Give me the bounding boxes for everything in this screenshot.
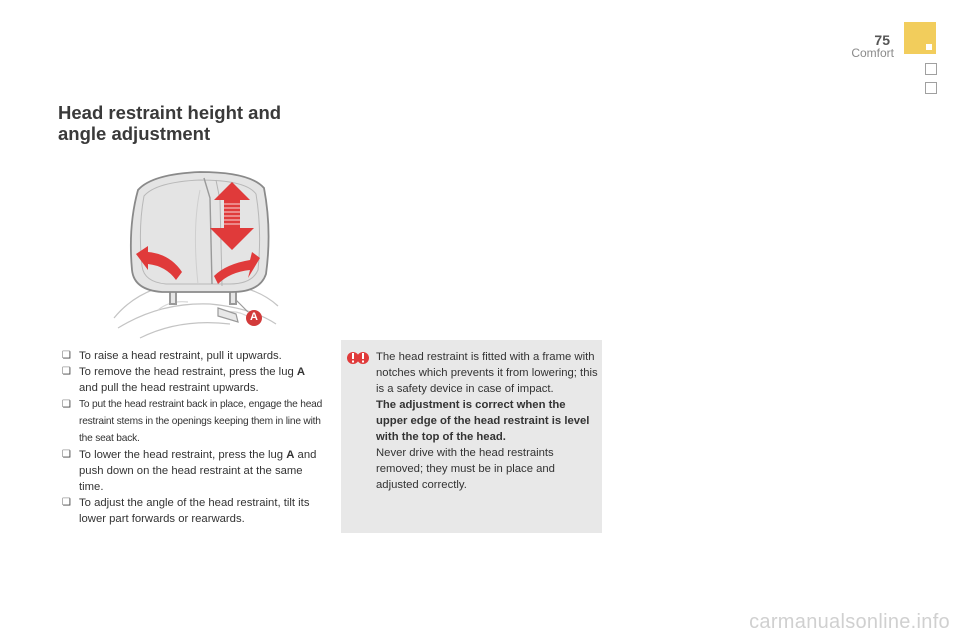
- instruction-item: ❏ To remove the head restraint, press the lug A and pull the head restraint upwards.: [62, 366, 306, 394]
- lug-label: A: [250, 311, 258, 323]
- checkbox-bullet-icon: ❏: [62, 497, 71, 508]
- warning-text: [376, 349, 598, 493]
- instruction-list: [62, 348, 324, 527]
- checkbox-bullet-icon: ❏: [62, 366, 71, 377]
- warning-box: [341, 340, 602, 533]
- title-line-1: Head restraint height and: [58, 102, 282, 123]
- section-name: Comfort: [851, 46, 894, 60]
- checkbox-bullet-icon: ❏: [62, 350, 71, 361]
- instruction-item: ❏ To adjust the angle of the head restraint, tilt its lower part forwards or rearwards.: [62, 497, 310, 525]
- page-title: [58, 102, 358, 144]
- page-number: 75: [874, 32, 890, 48]
- section-tab-active[interactable]: [904, 22, 936, 54]
- warning-paragraph: The head restraint is fitted with a frame with notches which prevents it from lowering; this is a safety device in case of impact.: [376, 351, 598, 395]
- title-line-2: angle adjustment: [58, 123, 211, 144]
- instruction-item: ❏ To lower the head restraint, press the lug A and push down on the head restraint at the same time.: [62, 449, 317, 493]
- watermark: carmanualsonline.info: [749, 611, 950, 633]
- warning-emphasis: The adjustment is correct when the upper edge of the head restraint is level with the top of the head.: [376, 399, 590, 443]
- warning-paragraph: Never drive with the head restraints removed; they must be in place and adjusted correctly.: [376, 447, 555, 491]
- warning-icon: [347, 348, 369, 368]
- checkbox-bullet-icon: ❏: [62, 449, 71, 460]
- section-tab[interactable]: [925, 82, 937, 94]
- instruction-item: ❏ To put the head restraint back in place, engage the head restraint stems in the openings keeping them in line with the seat back.: [62, 396, 324, 447]
- section-tab[interactable]: [925, 63, 937, 75]
- checkbox-bullet-icon: ❏: [62, 399, 71, 410]
- tab-marker: [926, 44, 932, 50]
- instruction-item: ❏ To raise a head restraint, pull it upwards.: [62, 350, 282, 362]
